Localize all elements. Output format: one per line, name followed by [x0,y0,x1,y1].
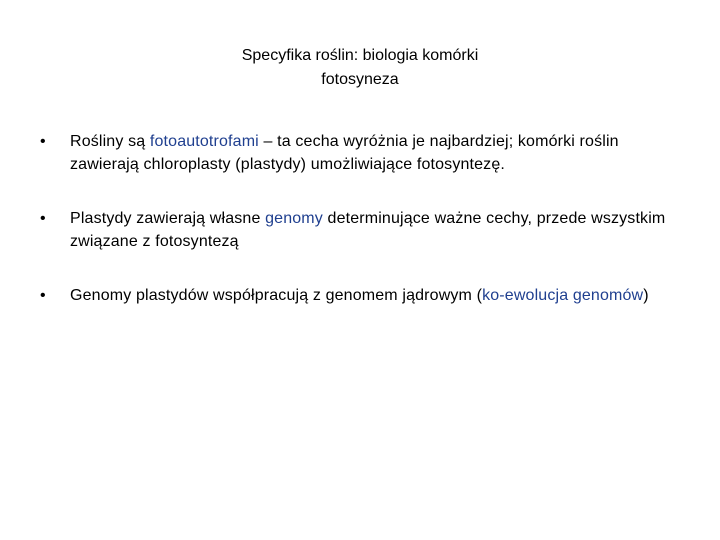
bullet-2-highlight: genomy [265,210,323,227]
bullet-1-text-cont: – ta cecha wyróżnia je najbardziej; komórki roślin zawierają chloroplasty (plastydy) umożliwiające fotosyntezę. [70,133,619,173]
bullet-1-highlight: fotoautotrofami [149,133,259,150]
bullet-item-1 [32,130,692,176]
bullet-3-text-cont: ) [643,287,649,304]
title-line-1: Specyfika roślin: biologia komórki [241,47,479,64]
bullet-list [32,130,692,307]
bullet-3-text: Genomy plastydów współpracują z genomem jądrowym ( [70,287,483,304]
bullet-item-2 [32,207,692,253]
bullet-marker: • [40,133,46,150]
title-line-2: fotosyneza [321,71,399,88]
bullet-marker: • [40,210,46,227]
bullet-2-text-cont: determinujące ważne cechy, przede wszystkim związane z fotosyntezą [70,210,666,250]
bullet-3-highlight: ko-ewolucja genomów [482,287,644,304]
bullet-item-3 [32,284,692,307]
bullet-1-text: Rośliny są [70,133,150,150]
slide-title [0,44,720,92]
bullet-marker: • [40,287,46,304]
bullet-2-text: Plastydy zawierają własne [70,210,266,227]
